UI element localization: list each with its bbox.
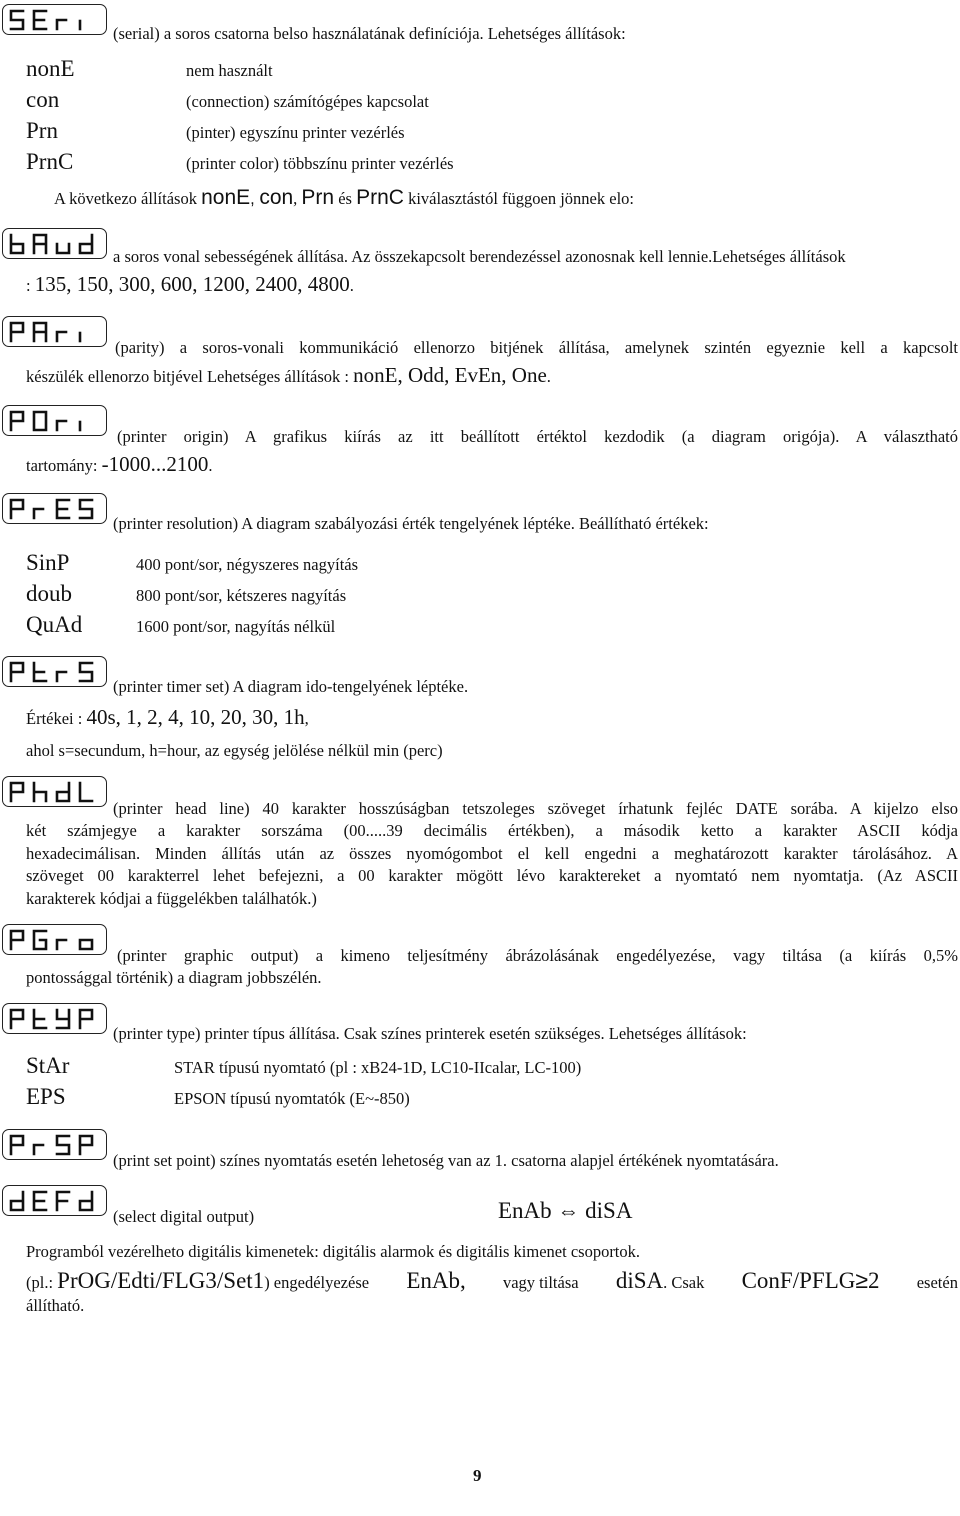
phdl-line: (printer head line) 40 karakter hosszúságban tetszoleges szöveget írhatunk fejléc DATE sorába. A kijelzo elso — [113, 799, 958, 818]
period: . — [208, 456, 213, 475]
comma: , — [304, 709, 309, 728]
keyword: con — [259, 186, 294, 209]
text-segment: A következo állítások — [54, 189, 202, 208]
baud-values-line — [26, 272, 354, 297]
display-code-ptrs — [2, 656, 107, 687]
text-segment: kiválasztástól függoen jönnek elo: — [403, 189, 634, 208]
baud-description: a soros vonal sebességének állítása. Az összekapcsolt berendezéssel azonosnak kell lennie.Lehetséges állítások — [113, 247, 846, 266]
value: 2 — [867, 1268, 880, 1293]
defd-line-2: Programból vezérelheto digitális kimenetek: digitális alarmok és digitális kimenet csoportok. — [26, 1242, 641, 1261]
seven-segment-prsp — [7, 1133, 103, 1157]
seven-segment-ptyp — [7, 1007, 103, 1031]
seri-description: (serial) a soros csatorna belso használatának definíciója. Lehetséges állítások: — [113, 24, 626, 43]
text-segment: és — [334, 189, 357, 208]
text-segment: ) engedélyezése — [264, 1273, 370, 1292]
menu-path: ConF/PFLG — [741, 1268, 856, 1293]
pori-description: (printer origin) A grafikus kiírás az itt beállított értéktol kezdodik (a diagram origója). A választható — [117, 427, 958, 446]
defd-description: (select digital output) — [113, 1207, 255, 1226]
greater-equal-icon: ≥ — [855, 1267, 868, 1293]
seven-segment-pres — [7, 497, 103, 521]
display-code-phdl — [2, 776, 107, 807]
option-key: con — [26, 87, 60, 112]
text-segment: vagy tiltása — [502, 1273, 579, 1292]
period: . — [546, 367, 551, 386]
colon: : — [26, 276, 35, 295]
text-segment: esetén — [916, 1273, 958, 1292]
menu-path: PrOG/Edti/FLG3/Set1 — [57, 1268, 265, 1293]
pari-description: (parity) a soros-vonali kommunikáció ellenorzo bitjének állítása, amelynek szintén egyeznie kell a kapcsolt — [115, 338, 958, 357]
period: . — [349, 276, 354, 295]
text-segment: készülék ellenorzo bitjével Lehetséges állítások : — [26, 367, 354, 386]
phdl-line: szöveget 00 karakterrel lehet befejezni, a 00 karakter mögött lévo karaktereket a nyomtató nem nyomtatja. (Az ASCII — [26, 866, 958, 885]
pgro-description: (printer graphic output) a kimeno teljesítmény ábrázolásának engedélyezése, vagy tiltása (a kiírás 0,5% — [117, 946, 958, 965]
option-key: Prn — [26, 118, 58, 143]
option-key: doub — [26, 581, 72, 606]
text-segment: (pl.: — [26, 1273, 58, 1292]
text-segment: . Csak — [663, 1273, 705, 1292]
option-desc: 1600 pont/sor, nagyítás nélkül — [136, 617, 336, 636]
option-enable: EnAb, — [406, 1268, 466, 1293]
seven-segment-seri — [7, 8, 103, 32]
display-code-pari — [2, 316, 107, 347]
seven-segment-baud — [7, 232, 103, 256]
option-desc: (pinter) egyszínu printer vezérlés — [186, 123, 405, 142]
pori-range: -1000...2100 — [101, 452, 209, 476]
display-code-ptyp — [2, 1003, 107, 1034]
option-desc: EPSON típusú nyomtatók (E~-850) — [174, 1089, 410, 1108]
text-segment: tartomány: — [26, 456, 102, 475]
display-code-pori — [2, 405, 107, 436]
defd-options — [498, 1198, 632, 1224]
text-segment: , — [293, 189, 302, 208]
ptrs-description: (printer timer set) A diagram ido-tengelyének léptéke. — [113, 677, 469, 696]
seri-following-note — [54, 187, 634, 210]
values-label: Értékei : — [26, 709, 87, 728]
seven-segment-pori — [7, 409, 103, 433]
seven-segment-phdl — [7, 780, 103, 804]
seven-segment-defd — [7, 1189, 103, 1213]
option-key: StAr — [26, 1053, 70, 1078]
seven-segment-pari — [7, 320, 103, 344]
seven-segment-pgro — [7, 928, 103, 952]
option-key: QuAd — [26, 612, 83, 637]
option-enable: EnAb — [498, 1198, 552, 1223]
display-code-defd — [2, 1185, 107, 1216]
display-code-seri — [2, 4, 107, 35]
ptrs-note: ahol s=secundum, h=hour, az egység jelölése nélkül min (perc) — [26, 741, 443, 760]
pari-values: nonE, Odd, EvEn, One — [353, 363, 547, 387]
option-desc: (connection) számítógépes kapcsolat — [186, 92, 429, 111]
option-disable: diSA — [615, 1268, 664, 1293]
display-code-pgro — [2, 924, 107, 955]
ptrs-values-line — [26, 705, 309, 730]
ptyp-description: (printer type) printer típus állítása. Csak színes printerek esetén szükséges. Lehetséges állítások: — [113, 1024, 747, 1043]
option-key: PrnC — [26, 149, 74, 174]
option-desc: (printer color) többszínu printer vezérlés — [186, 154, 454, 173]
option-desc: STAR típusú nyomtató (pl : xB24-1D, LC10-IIcalar, LC-100) — [174, 1058, 582, 1077]
option-desc: nem használt — [186, 61, 273, 80]
option-key: nonE — [26, 56, 75, 81]
ptrs-values: 40s, 1, 2, 4, 10, 20, 30, 1h — [86, 705, 305, 729]
defd-line-3 — [26, 1267, 958, 1294]
keyword: Prn — [301, 186, 335, 209]
display-code-pres — [2, 493, 107, 524]
double-arrow-icon: ⇔ — [557, 1198, 580, 1223]
display-code-baud — [2, 228, 107, 259]
defd-line-4: állítható. — [26, 1296, 85, 1315]
text-segment: , — [250, 190, 260, 208]
display-code-prsp — [2, 1129, 107, 1160]
option-disable: diSA — [585, 1198, 633, 1223]
option-key: EPS — [26, 1084, 66, 1109]
phdl-line: két számjegye a karakter sorszáma (00.....39 decimális értékben), a második ketto a karakter ASCII kódja — [26, 821, 958, 840]
seven-segment-ptrs — [7, 660, 103, 684]
pari-options-line — [26, 363, 551, 388]
keyword: nonE — [201, 186, 251, 209]
prsp-description: (print set point) színes nyomtatás esetén lehetoség van az 1. csatorna alapjel értékének nyomtatására. — [113, 1151, 779, 1170]
option-desc: 400 pont/sor, négyszeres nagyítás — [136, 555, 359, 574]
phdl-line: hexadecimálisan. Minden állítás után az összes nyomógombot el kell engedni a meghatározott karakter tárolásához. A — [26, 844, 958, 863]
option-key: SinP — [26, 550, 70, 575]
phdl-line: karakterek kódjai a függelékben találhatók.) — [26, 889, 317, 908]
pori-range-line — [26, 452, 212, 477]
page-number: 9 — [473, 1466, 482, 1485]
baud-values: 135, 150, 300, 600, 1200, 2400, 4800 — [34, 272, 350, 296]
keyword: PrnC — [356, 186, 404, 209]
pgro-description-2: pontossággal történik) a diagram jobbszélén. — [26, 968, 322, 987]
option-desc: 800 pont/sor, kétszeres nagyítás — [136, 586, 347, 605]
pres-description: (printer resolution) A diagram szabályozási érték tengelyének léptéke. Beállítható értékek: — [113, 514, 709, 533]
